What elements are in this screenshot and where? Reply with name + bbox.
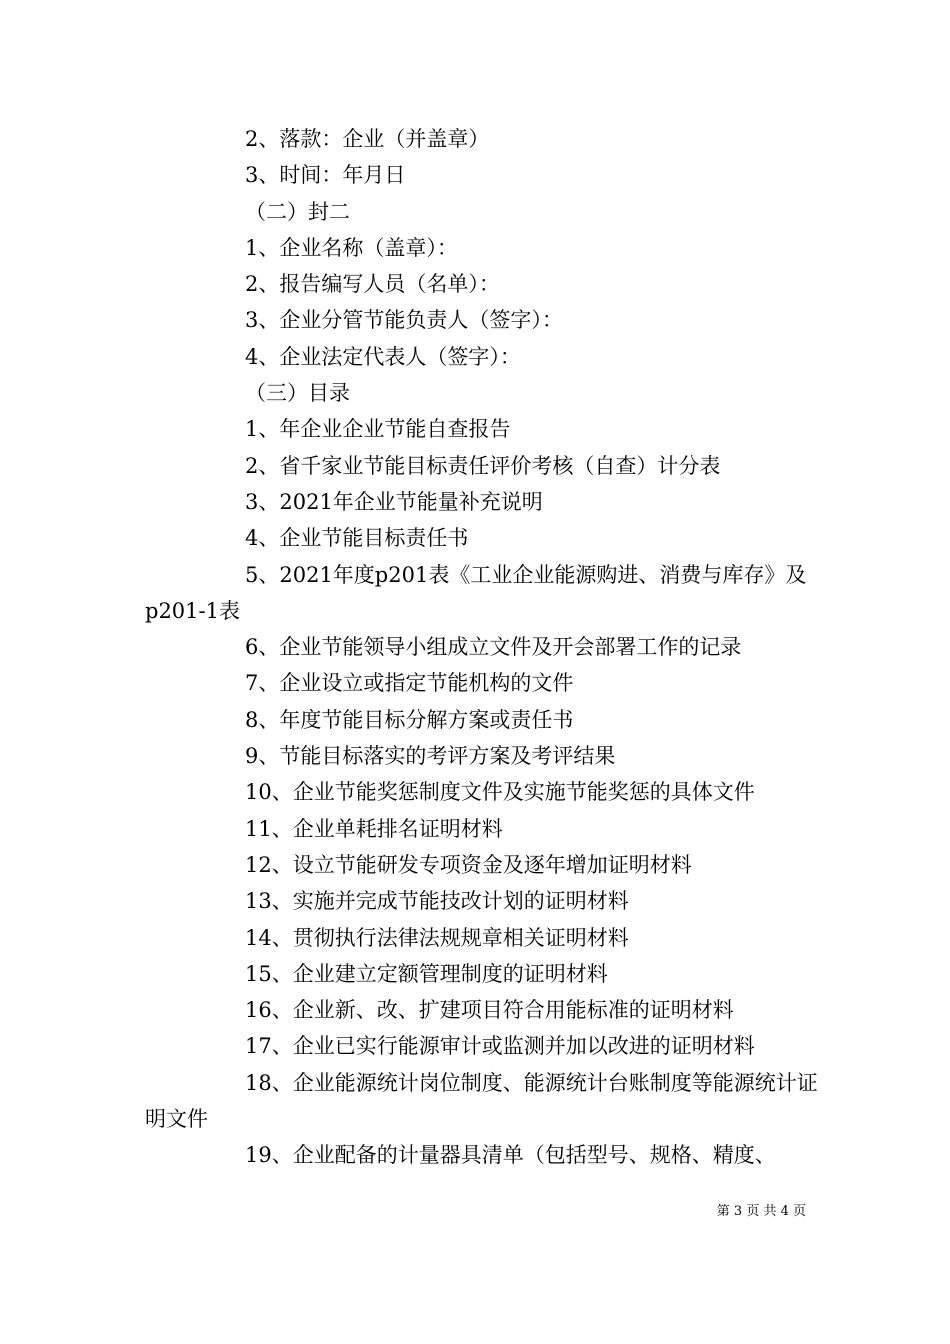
list-item: 9、节能目标落实的考评方案及考评结果 [245, 744, 616, 769]
list-item: 4、企业节能目标责任书 [245, 526, 469, 551]
document-body [145, 121, 825, 1174]
list-item: 16、企业新、改、扩建项目符合用能标准的证明材料 [245, 998, 734, 1023]
list-item: 5、2021年度p201表《工业企业能源购进、消费与库存》及p201-1表 [145, 562, 807, 623]
list-item: 2、省千家业节能目标责任评价考核（自查）计分表 [245, 453, 721, 478]
text-line: 2、落款：企业（并盖章） [245, 127, 490, 151]
text-line: 3、时间：年月日 [245, 163, 406, 188]
list-item: 11、企业单耗排名证明材料 [245, 816, 503, 841]
list-item: 10、企业节能奖惩制度文件及实施节能奖惩的具体文件 [245, 780, 755, 805]
section-heading: （二）封二 [245, 199, 350, 224]
text-line: 3、企业分管节能负责人（签字）： [245, 308, 563, 333]
text-line: 2、报告编写人员（名单）： [245, 272, 500, 297]
text-line: 1、企业名称（盖章）： [245, 235, 458, 260]
list-item: 19、企业配备的计量器具清单（包括型号、规格、精度、 [245, 1143, 776, 1168]
list-item: 12、设立节能研发专项资金及逐年增加证明材料 [245, 852, 692, 877]
list-item: 6、企业节能领导小组成立文件及开会部署工作的记录 [245, 635, 742, 660]
list-item: 3、2021年企业节能量补充说明 [245, 489, 543, 514]
page-number-footer: 第 3 页 共 4 页 [716, 1204, 806, 1219]
list-item: 13、实施并完成节能技改计划的证明材料 [245, 889, 629, 914]
list-item: 17、企业已实行能源审计或监测并加以改进的证明材料 [245, 1034, 755, 1059]
text-line: 4、企业法定代表人（签字）： [245, 344, 521, 369]
list-item: 1、年企业企业节能自查报告 [245, 417, 511, 442]
section-heading: （三）目录 [245, 381, 350, 406]
list-item: 15、企业建立定额管理制度的证明材料 [245, 961, 608, 986]
list-item: 7、企业设立或指定节能机构的文件 [245, 671, 574, 696]
list-item: 18、企业能源统计岗位制度、能源统计台账制度等能源统计证明文件 [145, 1070, 818, 1132]
list-item: 8、年度节能目标分解方案或责任书 [245, 707, 574, 732]
list-item: 14、贯彻执行法律法规规章相关证明材料 [245, 925, 629, 950]
